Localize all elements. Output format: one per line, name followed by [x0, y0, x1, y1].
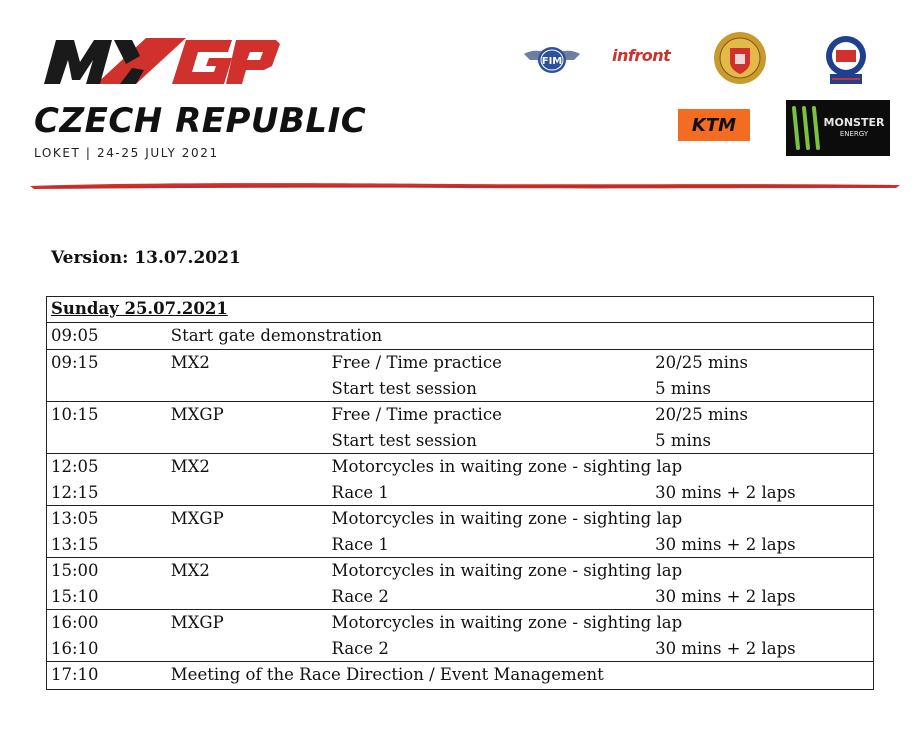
schedule-event: Meeting of the Race Direction / Event Management: [166, 662, 874, 689]
schedule-day-row: [46, 296, 874, 323]
schedule-class: MXGP: [166, 610, 327, 637]
ktm-logo: KTM: [678, 109, 750, 141]
schedule-duration: 30 mins + 2 laps: [655, 587, 796, 606]
schedule-activity: Motorcycles in waiting zone - sighting lap: [327, 506, 651, 533]
schedule-class: [166, 428, 327, 454]
schedule-row: [46, 323, 874, 350]
schedule-class: MX2: [166, 454, 327, 481]
schedule-duration: 30 mins + 2 laps: [655, 639, 796, 658]
schedule-event: Start gate demonstration: [166, 323, 874, 350]
schedule-time: 17:10: [46, 662, 166, 689]
monster-energy-logo: [786, 100, 890, 156]
schedule-row: [46, 532, 874, 558]
schedule-duration: 5 mins: [655, 431, 711, 450]
schedule-row: [46, 636, 874, 662]
infront-logo: infront: [612, 46, 671, 65]
schedule-time: 16:10: [51, 639, 99, 658]
schedule-duration: 5 mins: [655, 379, 711, 398]
schedule-duration: 30 mins + 2 laps: [655, 483, 796, 502]
schedule-class: [166, 480, 327, 506]
fim-logo-text: FIM: [541, 56, 563, 67]
schedule-row: [46, 402, 874, 429]
autoklub-emblem: [822, 30, 870, 88]
schedule-class: MXGP: [166, 506, 327, 533]
schedule-time: 15:10: [51, 587, 99, 606]
schedule-activity: Race 1: [331, 483, 389, 502]
schedule-row: [46, 558, 874, 585]
schedule-duration: [650, 610, 874, 637]
schedule-row: [46, 350, 874, 377]
schedule-time: 12:15: [51, 483, 99, 502]
schedule-class: MX2: [166, 350, 327, 377]
schedule-activity: Race 2: [331, 639, 389, 658]
schedule-time: 13:05: [46, 506, 166, 533]
schedule-time: 10:15: [46, 402, 166, 429]
event-subtitle: LOKET | 24-25 JULY 2021: [34, 146, 219, 160]
schedule-class: MX2: [166, 558, 327, 585]
schedule-activity: Start test session: [331, 379, 477, 398]
schedule-row: [46, 454, 874, 481]
schedule-class: [166, 532, 327, 558]
schedule-day-heading: Sunday 25.07.2021: [51, 299, 228, 318]
schedule-row: [46, 428, 874, 454]
schedule-row: [46, 480, 874, 506]
schedule-class: [166, 584, 327, 610]
schedule-duration: 20/25 mins: [650, 350, 874, 377]
monster-text-1: MONSTER: [823, 116, 885, 129]
schedule-time: 12:05: [46, 454, 166, 481]
brush-divider: [30, 178, 900, 192]
acr-emblem: [712, 30, 768, 86]
version-label: Version: 13.07.2021: [51, 248, 241, 268]
schedule-activity: Motorcycles in waiting zone - sighting lap: [327, 558, 651, 585]
schedule-activity: Start test session: [331, 431, 477, 450]
schedule-time: [46, 376, 166, 402]
schedule-duration: 20/25 mins: [650, 402, 874, 429]
schedule-row: [46, 506, 874, 533]
schedule-time: 13:15: [51, 535, 99, 554]
monster-text-2: ENERGY: [839, 130, 869, 138]
schedule-time: 09:05: [46, 323, 166, 350]
mxgp-logo: [36, 30, 282, 92]
schedule-time: [46, 428, 166, 454]
schedule-time: 16:00: [46, 610, 166, 637]
schedule-duration: [650, 454, 874, 481]
event-title: CZECH REPUBLIC: [34, 101, 367, 141]
schedule-duration: [650, 558, 874, 585]
schedule-activity: Free / Time practice: [327, 350, 651, 377]
schedule-duration: 30 mins + 2 laps: [655, 535, 796, 554]
schedule-class: MXGP: [166, 402, 327, 429]
schedule-row: [46, 376, 874, 402]
fim-logo: [522, 38, 582, 78]
schedule-table: [46, 296, 874, 688]
schedule-time: 15:00: [46, 558, 166, 585]
schedule-activity: Motorcycles in waiting zone - sighting lap: [327, 610, 651, 637]
schedule-class: [166, 636, 327, 662]
schedule-activity: Race 2: [331, 587, 389, 606]
schedule-activity: Race 1: [331, 535, 389, 554]
schedule-activity: Motorcycles in waiting zone - sighting lap: [327, 454, 651, 481]
schedule-time: 09:15: [46, 350, 166, 377]
schedule-row: [46, 584, 874, 610]
schedule-duration: [650, 506, 874, 533]
schedule-class: [166, 376, 327, 402]
schedule-row: [46, 610, 874, 637]
schedule-row: [46, 662, 874, 689]
schedule-activity: Free / Time practice: [327, 402, 651, 429]
